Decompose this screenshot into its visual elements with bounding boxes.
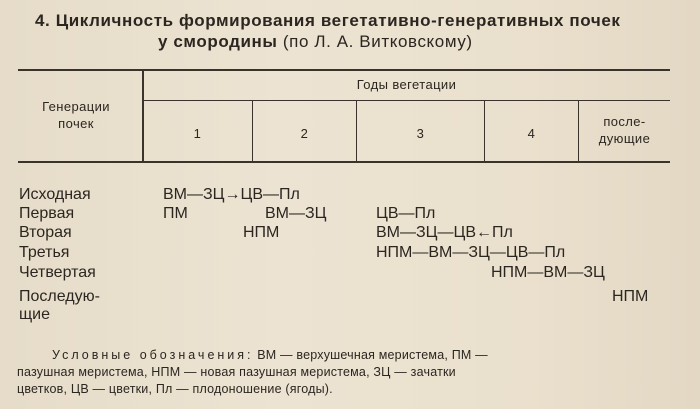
title-line-2-normal: (по Л. А. Витковскому) [282,32,473,51]
year-label-3: 3 [416,126,425,141]
title-line-2-bold: у смородины [158,32,283,51]
year-label-4: 4 [527,126,536,141]
cell-first-year1: ПМ [163,205,188,222]
legend-line-1: ВМ — верхушечная меристема, ПМ — [253,348,488,362]
title-line-2 [35,31,675,52]
table-top-rule [18,69,670,71]
year-label-1: 1 [193,126,202,141]
legend-lead: Условные обозначения: [52,348,254,362]
cell-second-year3: ВМ—ЗЦ—ЦВ←Пл [376,224,513,241]
table-header-bottom-rule [18,161,670,163]
legend-note [17,347,684,398]
row-label-subsequent: Последую- щие [19,288,100,323]
cell-second-year2: НПМ [243,224,280,241]
row-label-fourth: Четвертая [19,264,96,281]
cell-first-year2: ВМ—ЗЦ [265,205,327,222]
row-label-initial: Исходная [19,186,91,203]
cell-subsequent: НПМ [612,288,649,305]
cell-initial-chain: ВМ—ЗЦ→ЦВ—Пл [163,186,300,203]
year-label-5: после- дующие [598,114,651,146]
year-label-2: 2 [300,126,309,141]
table-title [35,10,675,52]
row-label-third: Третья [19,244,70,261]
cell-first-year3: ЦВ—Пл [376,205,436,222]
cell-fourth-chain: НПМ—ВМ—ЗЦ [491,264,605,281]
title-line-1: 4. Цикличность формирования вегетативно-генеративных почек [35,11,621,30]
years-header-rule [143,100,670,101]
cell-third-chain: НПМ—ВМ—ЗЦ—ЦВ—Пл [376,244,566,261]
row-label-second: Вторая [19,224,72,241]
legend-line-2: пазушная меристема, НПМ — новая пазушная меристема, ЗЦ — зачатки [17,365,456,379]
row-label-first: Первая [19,205,75,222]
years-header-label: Годы вегетации [356,77,457,92]
legend-line-3: цветков, ЦВ — цветки, Пл — плодоношение (ягоды). [17,382,333,396]
row-header-label: Генерации почек [42,99,110,131]
